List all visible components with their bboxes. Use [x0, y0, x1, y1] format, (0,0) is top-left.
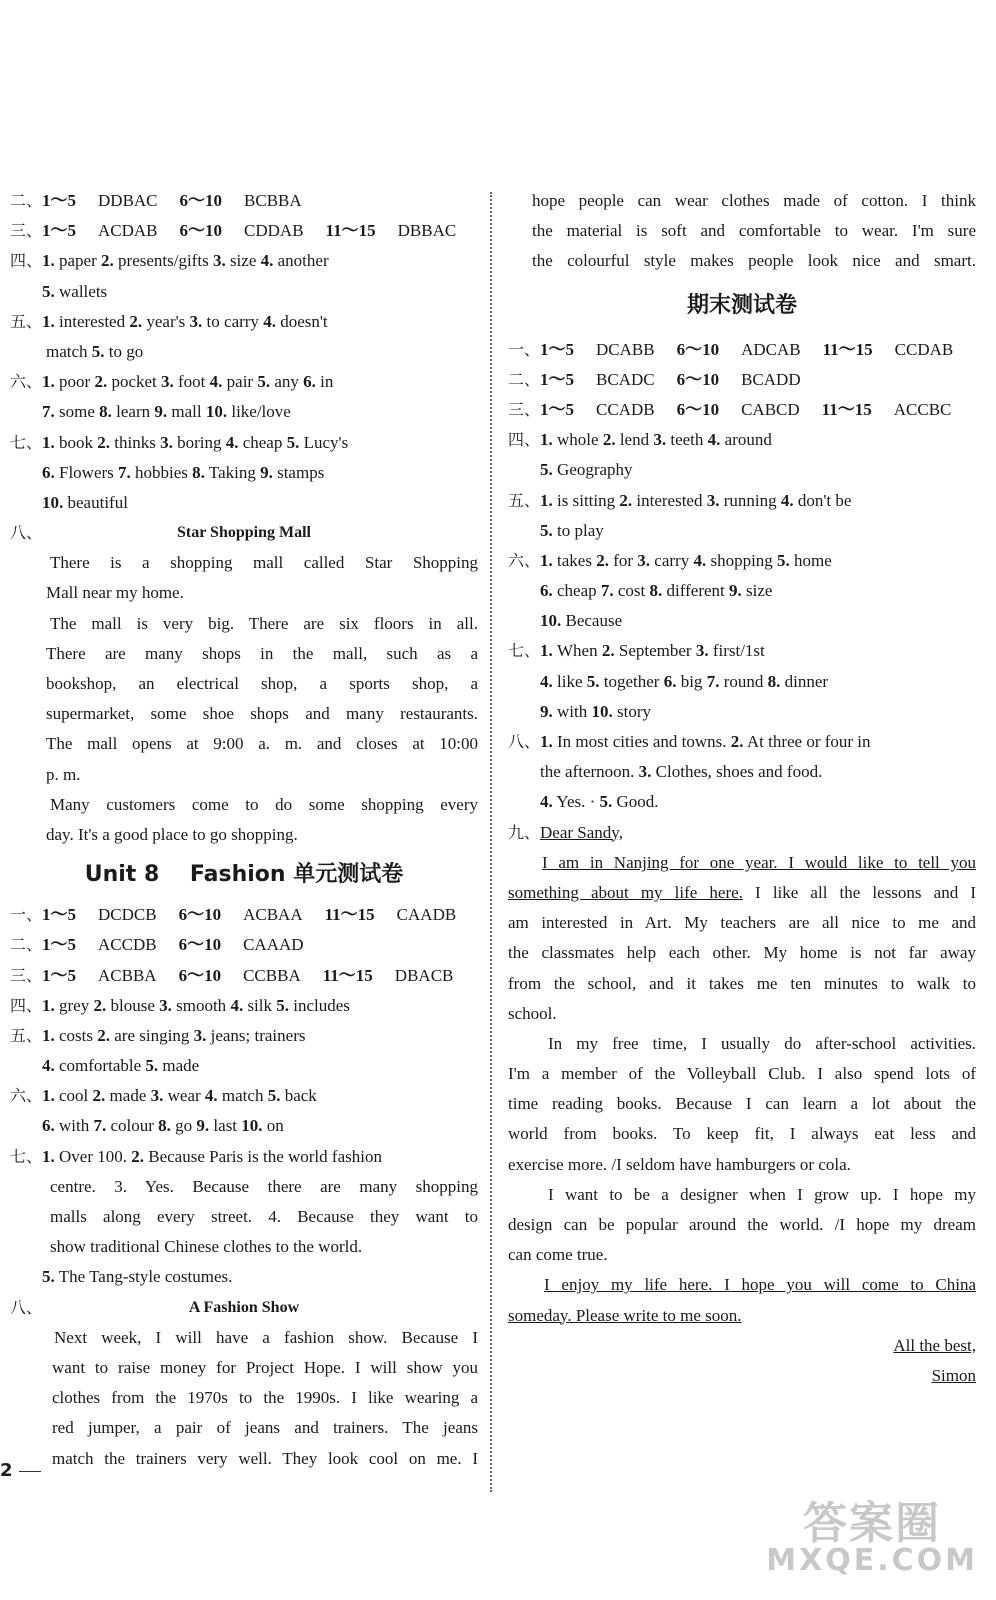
- letter-line: can come true.: [508, 1245, 608, 1265]
- answer-row: 一、1～5 DCDCB 6～10 ACBAA 11～15 CAADB: [10, 905, 457, 925]
- answer-row: 二、1～5 BCADC 6～10 BCADD: [508, 369, 801, 389]
- letter-line: I enjoy my life here. I hope you will come to China: [544, 1275, 976, 1295]
- letter-closing: All the best,: [893, 1335, 976, 1355]
- answer-row: 4. like 5. together 6. big 7. round 8. dinner: [540, 671, 829, 691]
- essay-line: There are many shops in the mall, such as a: [46, 643, 478, 663]
- letter-line: design can be popular around the world. /I hope my dream: [508, 1215, 976, 1234]
- letter-line: the classmates help each other. My home is not far away: [508, 943, 976, 963]
- essay-line: bookshop, an electrical shop, a sports shop, a: [46, 674, 478, 693]
- answer-row: 10. Because: [540, 611, 623, 631]
- answer-row: 二、1～5 DDBAC 6～10 BCBBA: [10, 191, 302, 210]
- essay-line: day. It's a good place to go shopping.: [46, 824, 298, 844]
- essay-line: the material is soft and comfortable to wear. I'm sure: [532, 221, 976, 241]
- answer-row: 5. The Tang-style costumes.: [42, 1267, 233, 1287]
- letter-line: I like all the lessons and I: [742, 882, 976, 902]
- answer-row: 八、1. In most cities and towns. 2. At three or four in: [508, 732, 871, 751]
- page-number: 2: [0, 1460, 41, 1481]
- answer-row: 五、1. costs 2. are singing 3. jeans; trainers: [10, 1025, 306, 1045]
- letter-line: from the school, and it takes me ten minutes to walk to: [508, 973, 976, 993]
- essay-line: match the trainers very well. They look cool on me. I: [52, 1448, 478, 1468]
- essay-line: clothes from the 1970s to the 1990s. I like wearing a: [52, 1388, 478, 1408]
- letter-line: school.: [508, 1003, 557, 1023]
- essay-line: Next week, I will have a fashion show. Because I: [54, 1327, 478, 1347]
- answer-row: 5. wallets: [42, 281, 108, 301]
- essay-title: A Fashion Show: [188, 1298, 300, 1316]
- answer-row: 六、1. poor 2. pocket 3. foot 4. pair 5. any 6. in: [10, 372, 334, 392]
- answer-row: 三、1～5 ACDAB 6～10 CDDAB 11～15 DBBAC: [10, 221, 457, 241]
- letter-greeting-row: 九、Dear Sandy,: [508, 822, 623, 842]
- letter-line: world from books. To keep fit, I always eat less and: [508, 1124, 976, 1144]
- essay-line: Many customers come to do some shopping every: [50, 794, 478, 814]
- essay-line: the colourful style makes people look nice and smart.: [532, 251, 976, 271]
- right-column: [508, 186, 976, 1391]
- answer-row: centre. 3. Yes. Because there are many shopping: [50, 1176, 478, 1196]
- essay-line: There is a shopping mall called Star Shopping: [50, 553, 478, 573]
- answer-row: 二、1～5 ACCDB 6～10 CAAAD: [10, 935, 304, 955]
- answer-row: 9. with 10. story: [540, 701, 651, 721]
- final-exam-title: 期末测试卷: [686, 292, 797, 318]
- column-divider: [490, 192, 492, 1492]
- essay-line: The mall opens at 9:00 a. m. and closes at 10:00: [46, 734, 478, 754]
- answer-row: 5. Geography: [540, 460, 633, 480]
- answer-row: 七、1. Over 100. 2. Because Paris is the world fashion: [10, 1146, 382, 1166]
- essay-line: hope people can wear clothes made of cotton. I think: [532, 191, 976, 210]
- letter-line: someday. Please write to me soon.: [508, 1305, 742, 1325]
- answer-row: 一、1～5 DCABB 6～10 ADCAB 11～15 CCDAB: [508, 339, 954, 359]
- answer-row: 4. comfortable 5. made: [42, 1056, 200, 1076]
- watermark-logo: 答案圈 MXQE.COM: [766, 1498, 978, 1578]
- essay-heading-row: 八、 A Fashion Show: [10, 1293, 478, 1323]
- left-column: [10, 186, 478, 1474]
- essay-line: p. m.: [46, 764, 81, 784]
- answer-row: 7. some 8. learn 9. mall 10. like/love: [42, 402, 291, 422]
- letter-line: am interested in Art. My teachers are all nice to me and: [508, 913, 976, 933]
- letter-greeting: Dear Sandy,: [540, 822, 623, 842]
- letter-line: I am in Nanjing for one year. I would like to tell you: [542, 852, 976, 872]
- answer-row: 三、1～5 ACBBA 6～10 CCBBA 11～15 DBACB: [10, 965, 454, 985]
- essay-line: red jumper, a pair of jeans and trainers. The jeans: [52, 1418, 478, 1438]
- answer-row: 六、1. takes 2. for 3. carry 4. shopping 5. home: [508, 550, 832, 570]
- answer-row: 4. Yes. · 5. Good.: [540, 792, 659, 812]
- answer-row: 6. with 7. colour 8. go 9. last 10. on: [42, 1116, 284, 1136]
- answer-row: show traditional Chinese clothes to the world.: [50, 1237, 363, 1257]
- answer-row: 七、1. book 2. thinks 3. boring 4. cheap 5. Lucy's: [10, 432, 349, 452]
- answer-row: 6. Flowers 7. hobbies 8. Taking 9. stamps: [42, 462, 325, 482]
- answer-row: 三、1～5 CCADB 6～10 CABCD 11～15 ACCBC: [508, 399, 952, 419]
- letter-line: I'm a member of the Volleyball Club. I also spend lots of: [508, 1064, 976, 1084]
- answer-row: 四、1. paper 2. presents/gifts 3. size 4. another: [10, 251, 329, 271]
- answer-row: match 5. to go: [46, 341, 144, 361]
- answer-row: malls along every street. 4. Because they want to: [50, 1207, 478, 1226]
- letter-signature: Simon: [931, 1365, 976, 1385]
- essay-heading-row: 八、 Star Shopping Mall: [10, 518, 478, 548]
- letter-line: something about my life here.: [508, 882, 743, 902]
- essay-title: Star Shopping Mall: [177, 524, 311, 542]
- essay-line: Mall near my home.: [46, 583, 184, 603]
- answer-row: 6. cheap 7. cost 8. different 9. size: [540, 581, 773, 601]
- answer-row: 10. beautiful: [42, 492, 128, 512]
- answer-row: 四、1. whole 2. lend 3. teeth 4. around: [508, 430, 772, 450]
- unit-title: Unit 8 Fashion 单元测试卷: [84, 862, 404, 888]
- letter-line: time reading books. Because I can learn a lot about the: [508, 1094, 976, 1114]
- letter-line: I want to be a designer when I grow up. I hope my: [548, 1184, 976, 1204]
- essay-line: The mall is very big. There are six floors in all.: [50, 613, 478, 633]
- answer-row: 四、1. grey 2. blouse 3. smooth 4. silk 5. includes: [10, 995, 350, 1015]
- answer-row: 五、1. interested 2. year's 3. to carry 4. doesn't: [10, 311, 328, 331]
- letter-line: exercise more. /I seldom have hamburgers or cola.: [508, 1154, 851, 1174]
- letter-line: In my free time, I usually do after-school activities.: [548, 1033, 976, 1053]
- answer-row: 六、1. cool 2. made 3. wear 4. match 5. back: [10, 1086, 317, 1106]
- answer-row: 五、1. is sitting 2. interested 3. running 4. don't be: [508, 490, 852, 510]
- answer-row: the afternoon. 3. Clothes, shoes and food.: [540, 762, 823, 782]
- essay-line: supermarket, some shoe shops and many restaurants.: [46, 704, 478, 724]
- essay-line: want to raise money for Project Hope. I will show you: [52, 1357, 478, 1377]
- answer-row: 5. to play: [540, 520, 604, 540]
- answer-row: 七、1. When 2. September 3. first/1st: [508, 641, 765, 661]
